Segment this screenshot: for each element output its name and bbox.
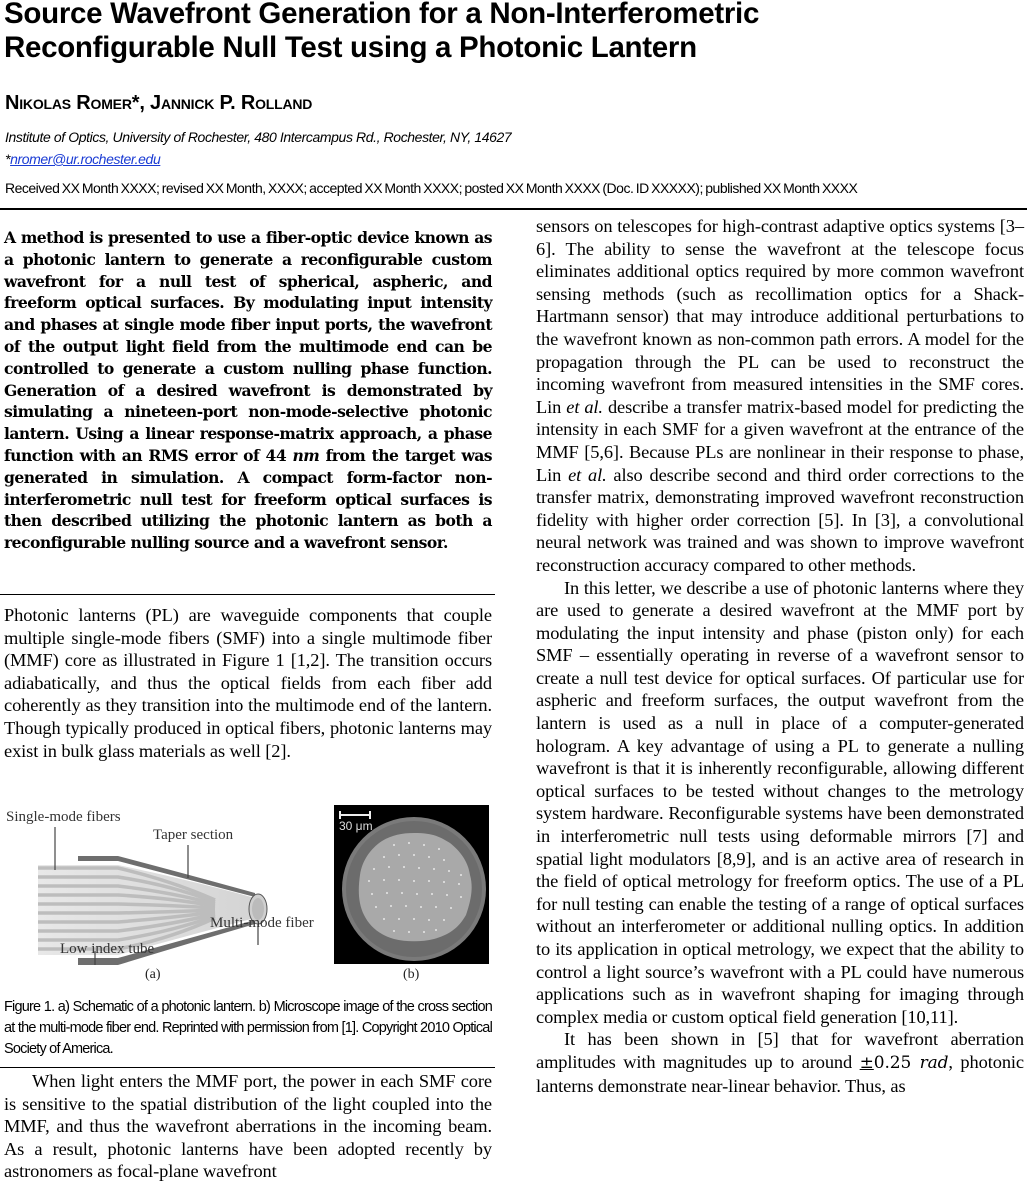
body-paragraph-letter: In this letter, we describe a use of photonic lanterns where they are used to generate a desired wavefront at the MMF port by modulating the input intensity and phase (piston only) for each SMF – essentially operating in reverse of a wavefront sensor to create a null test device for optical surfaces. Of particular use for aspheric and freeform surfaces, the output wavefront from the lantern is used as a null in place of a computer-generated hologram. A key advantage of using a PL to generate a nulling wavefront is that it is inherently reconfigurable, allowing different optical surfaces to be tested without changes to the metrology system hardware. Reconfigurable systems have been demonstrated in interferometric null tests using deformable mirrors [7] and spatial light modulators [8,9], and is an active area of research in the field of optical metrology for freeform optics. The use of a PL for null testing can enable the testing of a range of optical surfaces without an interferometer or additional nulling optics. In addition to its application in optical metrology, we expect that the ability to control a light source’s wavefront with a PL could have numerous applications such as in wavefront shaping for imaging through complex media or custom optical field generation [10,11]. (536, 577, 1024, 1027)
title-line-2: Reconfigurable Null Test using a Photonic Lantern (4, 31, 697, 64)
amplitude-value: 0.25 (873, 1052, 920, 1073)
figure-1a-label: (a) (145, 967, 161, 982)
figure-1b-microscope-image (334, 805, 489, 964)
text-segment: also describe second and third order corrections to the transfer matrix, demonstrating improved wavefront reconstruction fidelity with higher order correction [5]. In [3], a convolutional neural network was trained and was shown to improve wavefront reconstruction accuracy compared to other methods. (536, 464, 1024, 575)
publication-dates: Received XX Month XXXX; revised XX Month, XXXX; accepted XX Month XXXX; posted XX Month XXXX (Doc. ID XXXXX); published XX Month XXXX (5, 180, 858, 196)
corresponding-marker: * (5, 151, 11, 167)
abstract (4, 227, 492, 554)
body-paragraph-sensors (536, 215, 1024, 577)
caption-rule (0, 1067, 495, 1068)
figure-1a-schematic (0, 805, 320, 965)
header-rule (0, 208, 1027, 210)
figure-1b-label: (b) (403, 967, 420, 982)
paper-title (4, 0, 1024, 65)
label-single-mode-fibers: Single-mode fibers (6, 809, 121, 825)
intro-section (4, 604, 492, 762)
abstract-text-1: A method is presented to use a fiber-optic device known as a photonic lantern to generate a reconfigurable custom wavefront for a null test of spherical, aspheric, and freeform optical surfaces. By modulating input intensity and phases at single mode fiber input ports, the wavefront of the output light field from the multimode end can be controlled to generate a custom nulling phase function. Generation of a desired wavefront is demonstrated by simulating a nineteen-port non-mode-selective photonic lantern. Using a linear response-matrix approach, a phase function with an RMS error of 44 (4, 228, 492, 465)
affiliation-block (5, 126, 511, 170)
email-line (5, 148, 511, 170)
math-amplitude (860, 1053, 949, 1073)
amplitude-unit: rad (919, 1052, 949, 1073)
scale-label: 30 μm (339, 819, 373, 833)
abstract-rule (0, 594, 495, 595)
text-segment: , photonic lanterns demonstrate near-linear behavior. Thus, as (536, 1051, 1024, 1096)
email-link[interactable]: nromer@ur.rochester.edu (10, 151, 161, 167)
affiliation: Institute of Optics, University of Rochester, 480 Intercampus Rd., Rochester, NY, 14627 (5, 129, 512, 145)
text-segment: sensors on telescopes for high-contrast adaptive optics systems [3–6]. The ability to sense the wavefront at the telescope focus eliminates additional optics required by more common wavefront sensing methods (such as recollimation optics for a Shack-Hartmann sensor) that may introduce additional perturbations to the wavefront known as non-common path errors. A model for the propagation through the PL can be used to reconstruct the incoming wavefront from measured intensities in the SMF cores. Lin (536, 216, 1024, 417)
etal-2: et al. (568, 464, 607, 485)
scale-bar (339, 814, 371, 816)
label-low-index-tube: Low index tube (60, 941, 155, 957)
text-segment: It has been shown in [5] that for wavefront aberration amplitudes with magnitudes up to around (536, 1029, 1024, 1072)
plus-minus: ± (859, 1052, 874, 1073)
abstract-unit: nm (292, 445, 320, 465)
title-line-1: Source Wavefront Generation for a Non-Interferometric (4, 0, 760, 30)
body-left-section (4, 1070, 492, 1183)
body-paragraph-linear (536, 1028, 1024, 1097)
body-paragraph-mmf: When light enters the MMF port, the power in each SMF core is sensitive to the spatial distribution of the light coupled into the MMF, and thus the wavefront aberrations in the incoming beam. As a result, photonic lanterns have been adopted recently by astronomers as focal-plane wavefront (4, 1071, 492, 1182)
abstract-text-2: from the target was generated in simulation. A compact form-factor non-interferometric null test for freeform optical surfaces is then described utilizing the photonic lantern as both a reconfigurable nulling source and a wavefront sensor. (4, 445, 493, 553)
authors: Nikolas Romer*, Jannick P. Rolland (5, 92, 313, 114)
figure-1-caption: Figure 1. a) Schematic of a photonic lantern. b) Microscope image of the cross section at the multi-mode fiber end. Reprinted with permission from [1]. Copyright 2010 Optical Society of America. (4, 999, 492, 1057)
text-segment: describe a transfer matrix-based model for predicting the intensity in each SMF for a given wavefront at the entrance of the MMF [5,6]. Because PLs are nonlinear in their response to phase, Lin (536, 396, 1024, 485)
body-right-column (536, 215, 1024, 1097)
label-taper-section: Taper section (153, 827, 234, 843)
label-multi-mode-fiber: Multi-mode fiber (210, 915, 314, 931)
etal-1: et al. (566, 396, 603, 417)
intro-paragraph: Photonic lanterns (PL) are waveguide components that couple multiple single-mode fibers (SMF) into a single multimode fiber (MMF) core as illustrated in Figure 1 [1,2]. The transition occurs adiabatically, and thus the optical fields from each fiber add coherently as they transition into the multimode end of the lantern. Though typically produced in optical fibers, photonic lanterns may exist in bulk glass materials as well [2]. (4, 605, 492, 761)
